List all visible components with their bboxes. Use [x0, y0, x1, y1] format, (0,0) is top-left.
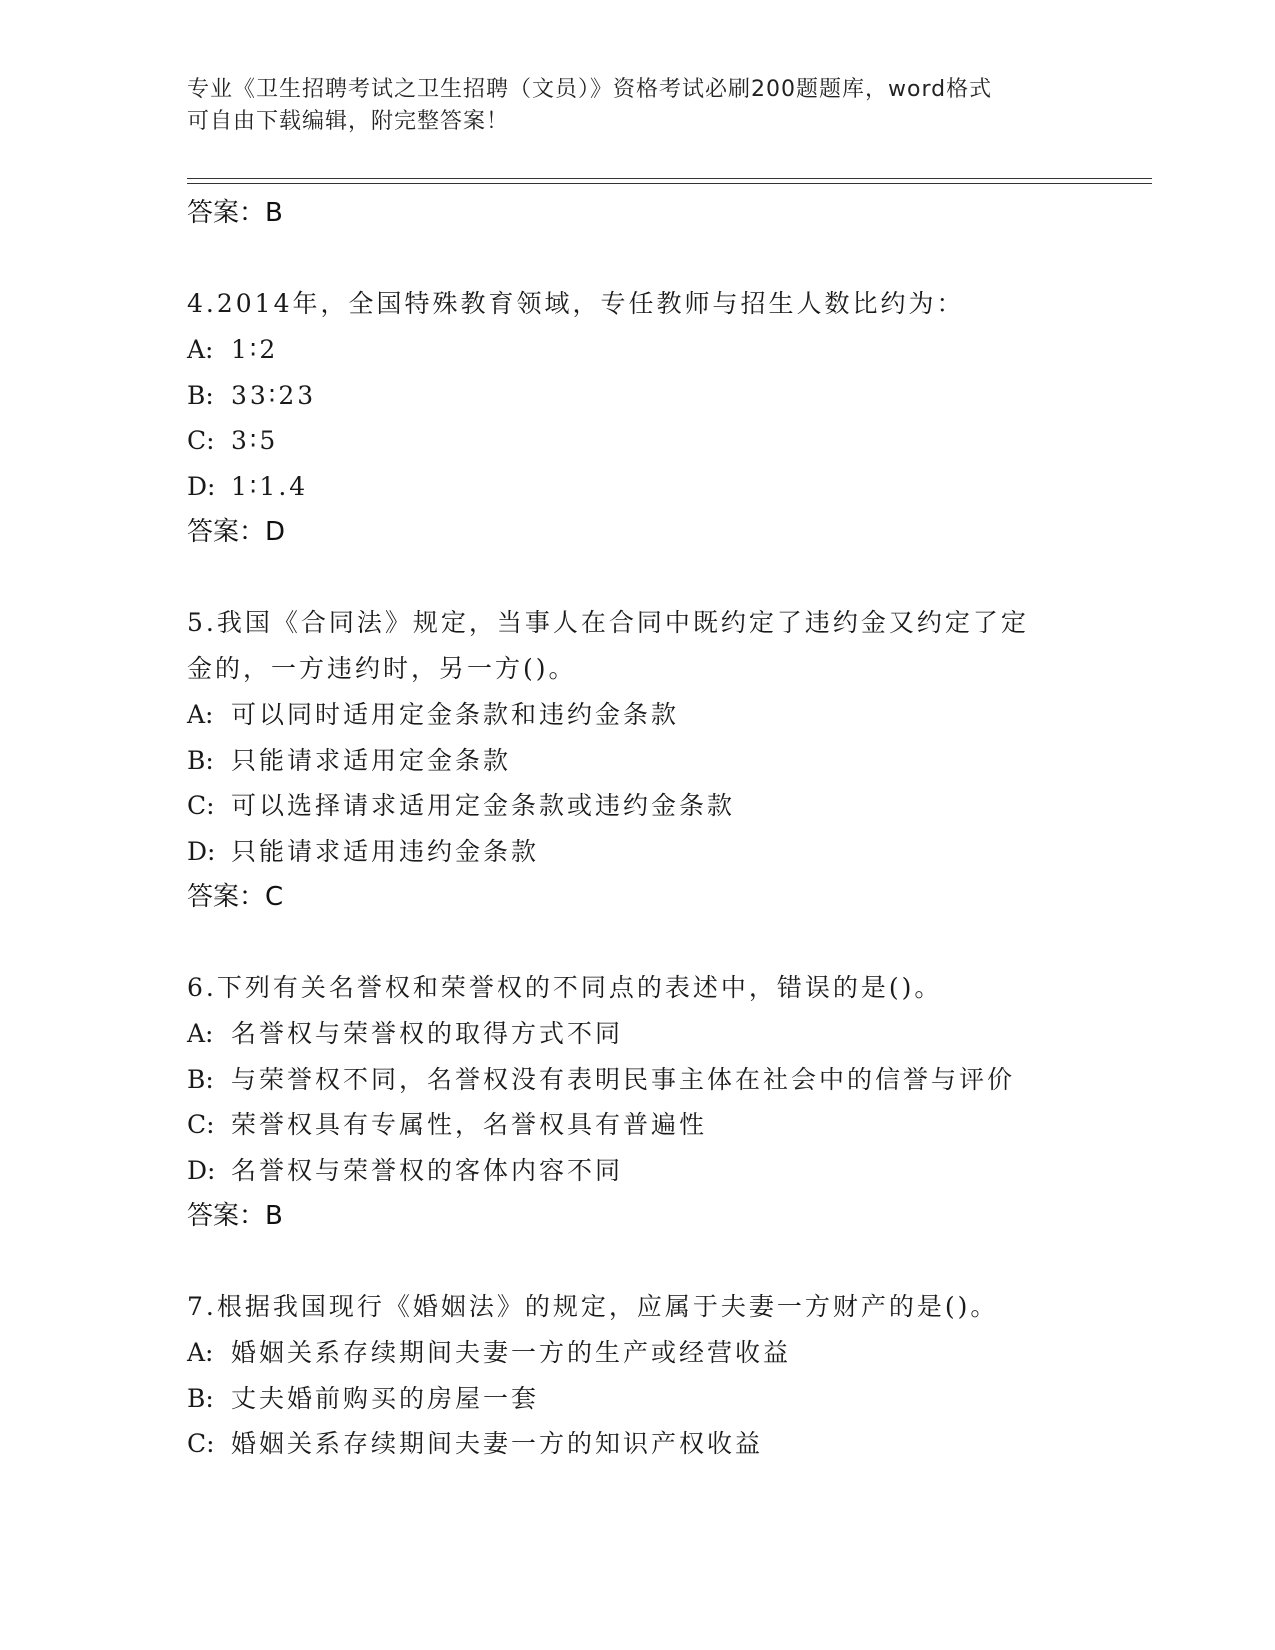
option-row: [187, 1421, 1187, 1467]
question-gap: [187, 236, 1187, 281]
page-header: [187, 74, 1067, 138]
question-text: 5.我国《合同法》规定，当事人在合同中既约定了违约金又约定了定: [187, 608, 1029, 637]
question-text: 4.2014年，全国特殊教育领域，专任教师与招生人数比约为：: [187, 289, 965, 318]
question-gap: [187, 555, 1187, 600]
option-text: 与荣誉权不同，名誉权没有表明民事主体在社会中的信誉与评价: [231, 1064, 1016, 1094]
option-row: [187, 783, 1187, 829]
option-row: [187, 692, 1187, 738]
option-text: 33∶23: [231, 380, 317, 410]
header-divider-top: [187, 178, 1152, 179]
option-row: [187, 1330, 1187, 1376]
option-letter: A:: [187, 335, 214, 364]
option-text: 只能请求适用定金条款: [231, 745, 512, 775]
question-block: [187, 281, 1187, 555]
option-row: [187, 464, 1187, 510]
option-row: [187, 1376, 1187, 1422]
option-row: [187, 738, 1187, 784]
option-letter: D:: [187, 836, 216, 866]
question-gap: [187, 920, 1187, 965]
question-block: [187, 1284, 1187, 1467]
answer-line: 答案：C: [187, 882, 284, 912]
option-row: [187, 1011, 1187, 1057]
answer-line: 答案：B: [187, 198, 283, 228]
option-text: 婚姻关系存续期间夫妻一方的知识产权收益: [231, 1429, 764, 1458]
question-text: 7.根据我国现行《婚姻法》的规定，应属于夫妻一方财产的是()。: [187, 1292, 999, 1321]
option-text: 1∶1.4: [231, 471, 309, 501]
option-text: 可以选择请求适用定金条款或违约金条款: [231, 791, 736, 820]
question-gap: [187, 1239, 1187, 1284]
option-row: [187, 418, 1187, 464]
option-letter: B:: [187, 1064, 214, 1094]
option-row: [187, 1102, 1187, 1148]
question-block: [187, 965, 1187, 1239]
option-letter: C:: [187, 1429, 215, 1458]
option-text: 3∶5: [231, 426, 279, 455]
question-text: 金的，一方违约时，另一方()。: [187, 654, 577, 683]
option-row: [187, 373, 1187, 419]
option-letter: D:: [187, 1155, 216, 1185]
option-row: [187, 1148, 1187, 1194]
option-text: 婚姻关系存续期间夫妻一方的生产或经营收益: [231, 1338, 792, 1367]
option-text: 丈夫婚前购买的房屋一套: [231, 1383, 540, 1413]
option-text: 名誉权与荣誉权的客体内容不同: [231, 1155, 624, 1185]
option-letter: D:: [187, 471, 216, 501]
option-text: 可以同时适用定金条款和违约金条款: [231, 700, 680, 729]
question-block: [187, 600, 1187, 920]
option-letter: A:: [187, 700, 214, 729]
option-row: [187, 829, 1187, 875]
option-text: 只能请求适用违约金条款: [231, 836, 540, 866]
option-text: 名誉权与荣誉权的取得方式不同: [231, 1019, 624, 1048]
option-letter: A:: [187, 1338, 214, 1367]
option-letter: B:: [187, 745, 214, 775]
option-letter: C:: [187, 426, 215, 455]
option-letter: C:: [187, 1110, 215, 1139]
header-line-1: 专业《卫生招聘考试之卫生招聘（文员）》资格考试必刷200题题库，word格式: [187, 77, 993, 102]
answer-line: 答案：D: [187, 517, 286, 547]
option-letter: A:: [187, 1019, 214, 1048]
answer-line: 答案：B: [187, 1201, 283, 1231]
option-row: [187, 1057, 1187, 1103]
option-letter: B:: [187, 380, 214, 410]
question-text: 6.下列有关名誉权和荣誉权的不同点的表述中，错误的是()。: [187, 973, 943, 1002]
option-letter: B:: [187, 1383, 214, 1413]
header-divider-bottom: [187, 183, 1152, 184]
option-text: 荣誉权具有专属性，名誉权具有普遍性: [231, 1110, 708, 1139]
option-letter: C:: [187, 791, 215, 820]
option-row: [187, 327, 1187, 373]
option-text: 1∶2: [231, 335, 279, 364]
header-line-2: 可自由下载编辑，附完整答案！: [187, 109, 510, 134]
question-list: [187, 190, 1187, 1467]
